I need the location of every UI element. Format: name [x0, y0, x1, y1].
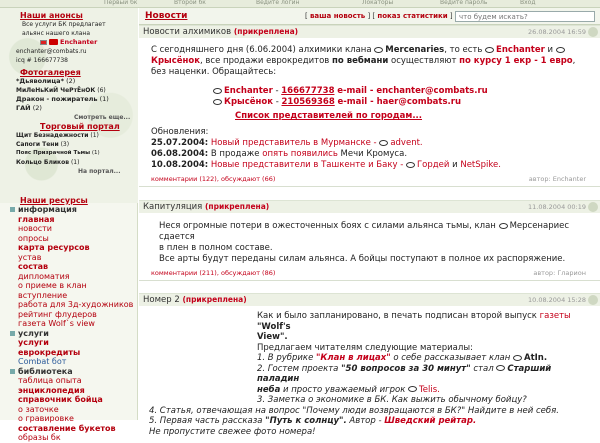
menu-item[interactable]: Combat бот: [18, 357, 67, 366]
clan-icon: [496, 365, 505, 371]
announce-title[interactable]: Наши анонсы: [20, 11, 83, 20]
menu-item[interactable]: новости: [18, 224, 52, 233]
menu-item[interactable]: образы бк: [18, 433, 61, 442]
menu-item[interactable]: услуги: [18, 338, 49, 347]
announce-line1: Все услуги БК предлагает: [22, 21, 106, 28]
gallery-item[interactable]: Дракон - пожиратель (1): [16, 95, 109, 103]
post-text: в плен в полном составе.: [159, 243, 273, 253]
news-post: Капитуляция (прикреплена) 11.08.2004 00:19 Неся огромные потери в ожесточенных боях с силами альянса тьмы, клан Мерсенариес сдается в плен в полном составе. Все арты будут переданы силам альянса. А бойцы поступают в полное их распоряжение. комментарии (211), обсуждают (86) автор: Гларион: [139, 200, 600, 281]
category-info: информация: [0, 205, 138, 215]
icq-link[interactable]: 166677738: [281, 86, 335, 96]
menu-item[interactable]: таблица опыта: [18, 376, 82, 385]
post-marker-icon: [588, 27, 598, 37]
category-library: библиотека: [0, 367, 138, 377]
email-link[interactable]: e-mail - haer@combats.ru: [337, 97, 461, 107]
post-header: [139, 200, 600, 213]
update-line: 25.07.2004: Новый представитель в Мурманске - advent.: [151, 138, 423, 148]
shop-item[interactable]: Пояс Призрачной Тьмы (1): [16, 150, 100, 156]
menu-item[interactable]: газета Wolf`s view: [18, 319, 95, 328]
email-link[interactable]: e-mail - enchanter@combats.ru: [337, 86, 488, 96]
menu-item[interactable]: главная: [18, 214, 55, 224]
menu-item[interactable]: справочник бойца: [18, 395, 103, 404]
shop-item[interactable]: Щит Безнадежности (1): [16, 132, 99, 139]
menu-item[interactable]: карта ресурсов: [18, 243, 90, 252]
category-icon: [10, 331, 15, 336]
tab-news[interactable]: Новости: [145, 11, 188, 21]
clan-icon: [499, 223, 508, 229]
search-input[interactable]: [455, 11, 595, 22]
login-button[interactable]: Вход: [520, 0, 536, 6]
comments-link[interactable]: комментарии (211), обсуждают (86): [151, 269, 276, 277]
post-text: Предлагаем читателям следующие материалы:: [257, 342, 473, 353]
login-field[interactable]: Ведите логин: [256, 0, 300, 6]
menu-item[interactable]: энциклопедия: [18, 385, 85, 395]
shop-title[interactable]: Торговый портал: [40, 122, 120, 131]
menu-item[interactable]: еврокредиты: [18, 347, 81, 357]
top-bar: [0, 0, 600, 8]
post-date: 26.08.2004 16:59: [527, 28, 586, 36]
contact-1: Enchanter - 166677738 e-mail - enchanter@combats.ru: [151, 86, 590, 97]
announce-clan[interactable]: Enchanter: [60, 38, 98, 46]
clan-icon: [379, 140, 388, 146]
news-post: Новости алхимиков (прикреплена) 26.08.2004 16:59 С сегодняшнего дня (6.06.2004) алхимики клана Mercenaries, то есть Enchanter и Крысёнок, все продажи еврокредитов по вебмани осуществляют по курсу 1 екр - 1 евро, без наценки. Обращайтесь: Enchanter - 166677738 e-mail - enchanter@combats.ru Крысёнок - 210569368 e-mail - haer@combats.ru Список представителей по городам... Обновления: 25.07.2004: Новый представитель в Мурманске - advent. 06.08.2004: В продаже опять появились Мечи Кромуса. 10.08.2004: Новые представители в Ташкенте и Баку - Гордей и NetSpike. комментарии (122), обсуждают (66) автор: Enchanter: [139, 25, 600, 187]
gallery-item[interactable]: ГАЙ (2): [16, 104, 42, 112]
announce-email[interactable]: enchanter@combats.ru: [16, 48, 87, 55]
update-line: 10.08.2004: Новые представители в Ташкенте и Баку - Гордей и NetSpike.: [151, 160, 501, 170]
pinned-badge: (прикреплена): [204, 202, 270, 211]
updates-title: Обновления:: [151, 127, 209, 137]
announce-line2: альянс нашего клана: [22, 30, 91, 37]
menu-item[interactable]: устав: [18, 252, 42, 262]
gallery-item[interactable]: *Дьяволица* (2): [16, 77, 76, 85]
menu-item[interactable]: о заточке: [18, 404, 59, 414]
news-tabbar: [139, 8, 600, 25]
clan-icon: [513, 355, 522, 361]
post-author: автор: Enchanter: [528, 175, 586, 183]
gallery-more-link[interactable]: Смотреть еще...: [74, 114, 131, 121]
resources-title[interactable]: Наши ресурсы: [20, 196, 88, 205]
icq-link[interactable]: 210569368: [281, 97, 335, 107]
resources-menu: [0, 196, 138, 443]
menu-item[interactable]: вступление: [18, 290, 68, 300]
menu-item[interactable]: о приеме в клан: [18, 281, 87, 290]
post-author: автор: Гларион: [533, 269, 586, 277]
post-marker-icon: [588, 202, 598, 212]
news-links: [ ваша новость ] [ показ статистики ]: [305, 12, 453, 20]
post-header: [139, 25, 600, 38]
category-icon: [10, 207, 15, 212]
post-title[interactable]: Капитуляция: [143, 202, 203, 212]
clan-icon: [49, 39, 58, 45]
post-date: 10.08.2004 15:28: [527, 296, 586, 304]
clan-icon: [485, 47, 494, 53]
post-text: Все арты будут переданы силам альянса. А бойцы поступают в полное их распоряжение.: [159, 254, 566, 264]
comments-link[interactable]: комментарии (122), обсуждают (66): [151, 175, 276, 183]
post-marker-icon: [588, 295, 598, 305]
stats-link[interactable]: показ статистики: [377, 12, 448, 20]
representatives-link[interactable]: Список представителей по городам...: [235, 111, 423, 121]
main-content: [139, 8, 600, 437]
menu-item[interactable]: дипломатия: [18, 271, 70, 281]
menu-item[interactable]: работа для 3д-художников: [18, 300, 134, 309]
flag-icon: [40, 40, 47, 45]
clan-icon: [408, 386, 417, 392]
category-icon: [10, 369, 15, 374]
news-post: Номер 2 (прикреплена) 10.08.2004 15:28 Как и было запланировано, в печать подписан второй выпуск газеты "Wolf's View". Предлагаем читателям следующие материалы: 1. В рубрике "Клан в лицах" о себе рассказывает клан AtIn. 2. Гостем проекта "50 вопросов за 30 минут" стал Старший паладин неба и просто уважаемый игрок Telis. 3. Заметка о экономике в БК. Как выжить обычному бойцу? 4. Статья, отвечающая на вопрос "Почему люди возвращаются в БК?" Найдите в ней себя. 5. Первая часть рассказа "Путь к солнцу". Автор - Шведский рейтар. Не пропустите свежее фото номера!: [139, 293, 600, 440]
clan-icon: [213, 99, 222, 105]
update-link[interactable]: опять появились: [262, 149, 338, 159]
clan-icon: [213, 88, 222, 94]
contact-2: Крысёнок - 210569368 e-mail - haer@combats.ru: [151, 97, 590, 108]
update-line: 06.08.2004: В продаже опять появились Мечи Кромуса.: [151, 149, 408, 159]
menu-item[interactable]: опросы: [18, 233, 49, 243]
pinned-badge: (прикреплена): [182, 295, 247, 304]
clan-icon: [556, 47, 565, 53]
sidebar: [0, 8, 138, 442]
top-link-1[interactable]: Первый бк: [104, 0, 138, 6]
clan-icon: [406, 162, 415, 168]
clan-icon: [374, 47, 383, 53]
pinned-badge: (прикреплена): [233, 27, 299, 36]
menu-item[interactable]: состав: [18, 262, 49, 271]
announce-icq: icq # 166677738: [16, 57, 68, 64]
gallery-title[interactable]: Фотогалерея: [20, 68, 81, 77]
menu-item[interactable]: составление букетов: [18, 423, 116, 433]
post-date: 11.08.2004 00:19: [527, 203, 586, 211]
menu-item[interactable]: рейтинг флудеров: [18, 309, 97, 319]
top-link-2[interactable]: Второй бк: [174, 0, 206, 6]
newspaper-link[interactable]: газеты: [539, 311, 571, 321]
category-services: услуги: [0, 329, 138, 339]
password-field[interactable]: Ведите пароль: [440, 0, 488, 6]
top-link-3[interactable]: Локаторы: [362, 0, 394, 6]
gallery-item[interactable]: МиЛеНьКиЙ ЧеРтЁнОК (6): [16, 87, 106, 94]
menu-item[interactable]: о гравировке: [18, 414, 74, 423]
submit-news-link[interactable]: ваша новость: [309, 12, 366, 20]
post-title[interactable]: Номер 2: [143, 295, 180, 305]
post-title[interactable]: Новости алхимиков: [143, 27, 232, 37]
shop-more-link[interactable]: На портал...: [78, 168, 121, 175]
shop-item[interactable]: Кольцо Бликов (1): [16, 159, 80, 166]
shop-item[interactable]: Сапоги Тени (3): [16, 141, 70, 148]
post-header: [139, 293, 600, 306]
